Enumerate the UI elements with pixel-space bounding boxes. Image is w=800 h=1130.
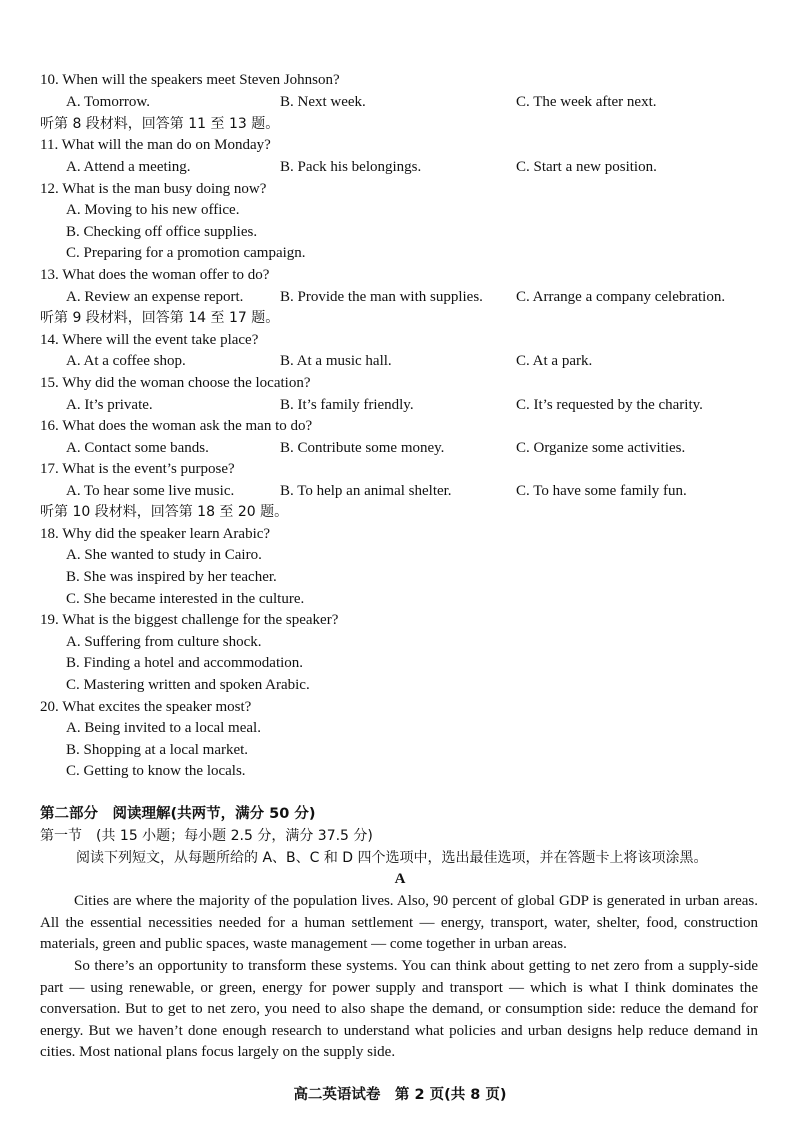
page-footer: 高二英语试卷 第 2 页(共 8 页) — [293, 1087, 507, 1103]
question-10-options — [66, 92, 756, 112]
question-12-option-a: A. Moving to his new office. — [66, 202, 240, 218]
question-18-stem: 18. Why did the speaker learn Arabic? — [40, 526, 271, 542]
option-c: C. Start a new position. — [516, 159, 657, 175]
option-a: A. Review an expense report. — [66, 289, 244, 305]
question-13-options — [66, 287, 756, 307]
question-17-stem: 17. What is the event’s purpose? — [40, 461, 235, 477]
question-20-option-a: A. Being invited to a local meal. — [66, 720, 261, 736]
question-14-options — [66, 351, 756, 371]
option-c: C. Organize some activities. — [516, 440, 686, 456]
option-a: A. Contact some bands. — [66, 440, 209, 456]
passage-paragraph-2: So there’s an opportunity to transform these systems. You can think about getting to net zero from a supply-side part — using renewable, or green, energy for power supply and transport — which is what I think dominates the conversation. But to get to net zero, you need to also shape the demand, or consumption side: reduce the demand for energy. But we haven’t done enough research to understand what policies and urban designs help reduce demand in cities. Most national plans focus largely on the supply side. — [40, 958, 758, 1060]
section-1-title: 第一节 (共 15 小题；每小题 2.5 分，满分 37.5 分) — [40, 828, 373, 844]
question-11-options — [66, 157, 756, 177]
question-19-option-c: C. Mastering written and spoken Arabic. — [66, 677, 310, 693]
question-19-option-b: B. Finding a hotel and accommodation. — [66, 655, 304, 671]
reading-instructions: 阅读下列短文，从每题所给的 A、B、C 和 D 四个选项中，选出最佳选项，并在答题卡上将该项涂黑。 — [76, 850, 708, 866]
section-8-heading: 听第 8 段材料，回答第 11 至 13 题。 — [40, 116, 280, 132]
option-c: C. It’s requested by the charity. — [516, 397, 703, 413]
question-18-option-a: A. She wanted to study in Cairo. — [66, 547, 262, 563]
option-b: B. It’s family friendly. — [280, 397, 414, 413]
option-b: B. Provide the man with supplies. — [280, 289, 483, 305]
passage-paragraph-1: Cities are where the majority of the population lives. Also, 90 percent of global GDP is generated in urban areas. All the essential necessities needed for a human settlement — energy, transport, water, shelter, food, construction materials, green and public spaces, waste management — come together in urban areas. — [40, 893, 758, 952]
option-a: A. It’s private. — [66, 397, 153, 413]
question-16-options — [66, 438, 756, 458]
option-b: B. At a music hall. — [280, 353, 392, 369]
question-12-option-c: C. Preparing for a promotion campaign. — [66, 245, 306, 261]
question-12-stem: 12. What is the man busy doing now? — [40, 181, 267, 197]
question-11-stem: 11. What will the man do on Monday? — [40, 137, 271, 153]
question-10-stem: 10. When will the speakers meet Steven Johnson? — [40, 72, 340, 88]
option-c: C. Arrange a company celebration. — [516, 289, 726, 305]
question-13-stem: 13. What does the woman offer to do? — [40, 267, 270, 283]
option-a: A. At a coffee shop. — [66, 353, 186, 369]
question-19-stem: 19. What is the biggest challenge for the speaker? — [40, 612, 339, 628]
passage-label: A — [394, 871, 406, 887]
question-17-options — [66, 481, 756, 501]
question-19-option-a: A. Suffering from culture shock. — [66, 634, 262, 650]
option-b: B. Next week. — [280, 94, 366, 110]
option-b: B. To help an animal shelter. — [280, 483, 452, 499]
option-a: A. Tomorrow. — [66, 94, 150, 110]
option-b: B. Pack his belongings. — [280, 159, 422, 175]
option-c: C. At a park. — [516, 353, 593, 369]
option-b: B. Contribute some money. — [280, 440, 445, 456]
question-20-option-b: B. Shopping at a local market. — [66, 742, 249, 758]
option-c: C. To have some family fun. — [516, 483, 687, 499]
option-a: A. Attend a meeting. — [66, 159, 191, 175]
question-16-stem: 16. What does the woman ask the man to do? — [40, 418, 313, 434]
question-15-options — [66, 395, 756, 415]
option-a: A. To hear some live music. — [66, 483, 235, 499]
question-20-stem: 20. What excites the speaker most? — [40, 699, 252, 715]
option-c: C. The week after next. — [516, 94, 657, 110]
question-20-option-c: C. Getting to know the locals. — [66, 763, 246, 779]
question-18-option-b: B. She was inspired by her teacher. — [66, 569, 277, 585]
question-14-stem: 14. Where will the event take place? — [40, 332, 259, 348]
question-15-stem: 15. Why did the woman choose the location? — [40, 375, 311, 391]
section-10-heading: 听第 10 段材料，回答第 18 至 20 题。 — [40, 504, 289, 520]
question-12-option-b: B. Checking off office supplies. — [66, 224, 258, 240]
part-2-title: 第二部分 阅读理解(共两节，满分 50 分) — [40, 806, 316, 822]
question-18-option-c: C. She became interested in the culture. — [66, 591, 305, 607]
section-9-heading: 听第 9 段材料，回答第 14 至 17 题。 — [40, 310, 280, 326]
